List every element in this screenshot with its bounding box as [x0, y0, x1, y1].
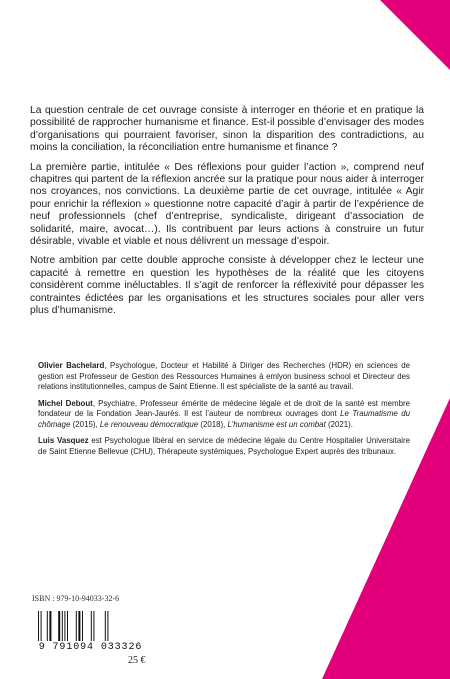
barcode-bar	[64, 611, 65, 641]
barcode-bar	[105, 611, 106, 641]
author-bios	[38, 361, 410, 463]
barcode-bar	[91, 611, 92, 641]
bio-text: , Psychologue, Docteur et Habilité à Diriger des Recherches (HDR) en sciences de gestion est Professeur de Gestion des Ressources Humaines à emlyon business school et Directeur des relations institutionnelles, campus de Saint Etienne. Il est spécialiste de la santé au travail.	[38, 361, 410, 391]
barcode-bar	[47, 611, 48, 641]
barcode-bar	[62, 611, 63, 641]
barcode-bars	[30, 609, 151, 643]
author-name: Michel Debout	[38, 398, 93, 408]
bio-text: (2021).	[325, 419, 353, 429]
barcode-bar	[107, 611, 108, 641]
barcode-digits: 9 791094 033326	[38, 642, 143, 653]
bio-text: , Psychiatre, Professeur émérite de médecine légale et de droit de la santé est membre fondateur de la Fondation Jean-Jaurès. Il est l’auteur de nombreux ouvrages dont	[38, 398, 411, 418]
barcode-bar	[38, 611, 39, 641]
summary-paragraph-3: Notre ambition par cette double approche consiste à développer chez le lecteur une capacité à remettre en question les hypothèses de la réalité que les citoyens considèrent comme inéluctables. Il s’agit de renforcer la réflexivité pour dépasser les contraintes édictées par les organisations et les structures sociales pour aller vers plus d’humanisme.	[30, 255, 424, 317]
bio-michel-debout	[38, 399, 410, 431]
barcode-bar	[78, 611, 80, 641]
author-name: Luis Vasquez	[38, 436, 89, 445]
book-title: Le Traumatisme du chômage	[38, 409, 411, 429]
barcode-bar	[82, 611, 83, 641]
bio-text: (2015),	[70, 419, 100, 429]
summary-paragraph-1: La question centrale de cet ouvrage consiste à interroger en théorie et en pratique la possibilité de rapprocher humanisme et finance. Est-il possible d’envisager des modes d’organisations qui pourraient favoriser, sinon la disparition des contradictions, au moins la conciliation, la réconciliation entre humanisme et finance ?	[30, 105, 424, 154]
isbn-label: ISBN : 979-10-94033-32-6	[32, 594, 120, 603]
barcode-bar	[58, 611, 60, 641]
barcode-bar	[93, 611, 94, 641]
price-label: 25 €	[128, 655, 146, 666]
author-name: Olivier Bachelard	[38, 361, 105, 370]
bio-olivier-bachelard	[38, 361, 410, 393]
magenta-corner-top	[380, 0, 450, 70]
barcode	[30, 609, 151, 653]
summary-paragraph-2: La première partie, intitulée « Des réflexions pour guider l’action », comprend neuf chapitres qui partent de la réflexion ancrée sur la pratique pour nous aider à interroger nos croyances, nos convictions. La deuxième partie de cet ouvrage, intitulée « Agir pour enrichir la réflexion » questionne notre capacité d’agir à partir de l’expérience de neuf professionnels (chef d’entreprise, syndicaliste, dirigeant d’association de solidarité, maire, avocat…). Ils contribuent par leurs actions à construire un futur désirable, vivable et viable et nous délivrent un message d’espoir.	[30, 161, 424, 248]
book-title: Le renouveau démocratique	[99, 419, 199, 429]
barcode-bar	[49, 611, 51, 641]
barcode-bar	[67, 611, 68, 641]
bio-text: est Psychologue libéral en service de médecine légale du Centre Hospitalier Universitaire de Saint Etienne Bellevue (CHU), Thérapeute systémiques, Psychologue Expert auprès des tribunaux.	[38, 436, 410, 456]
bio-luis-vasquez	[38, 436, 410, 457]
barcode-bar	[41, 611, 42, 641]
book-title: L’humanisme est un combat	[227, 419, 326, 429]
back-cover-summary	[30, 105, 424, 325]
barcode-bar	[76, 611, 77, 641]
bio-text: (2018),	[198, 419, 228, 429]
